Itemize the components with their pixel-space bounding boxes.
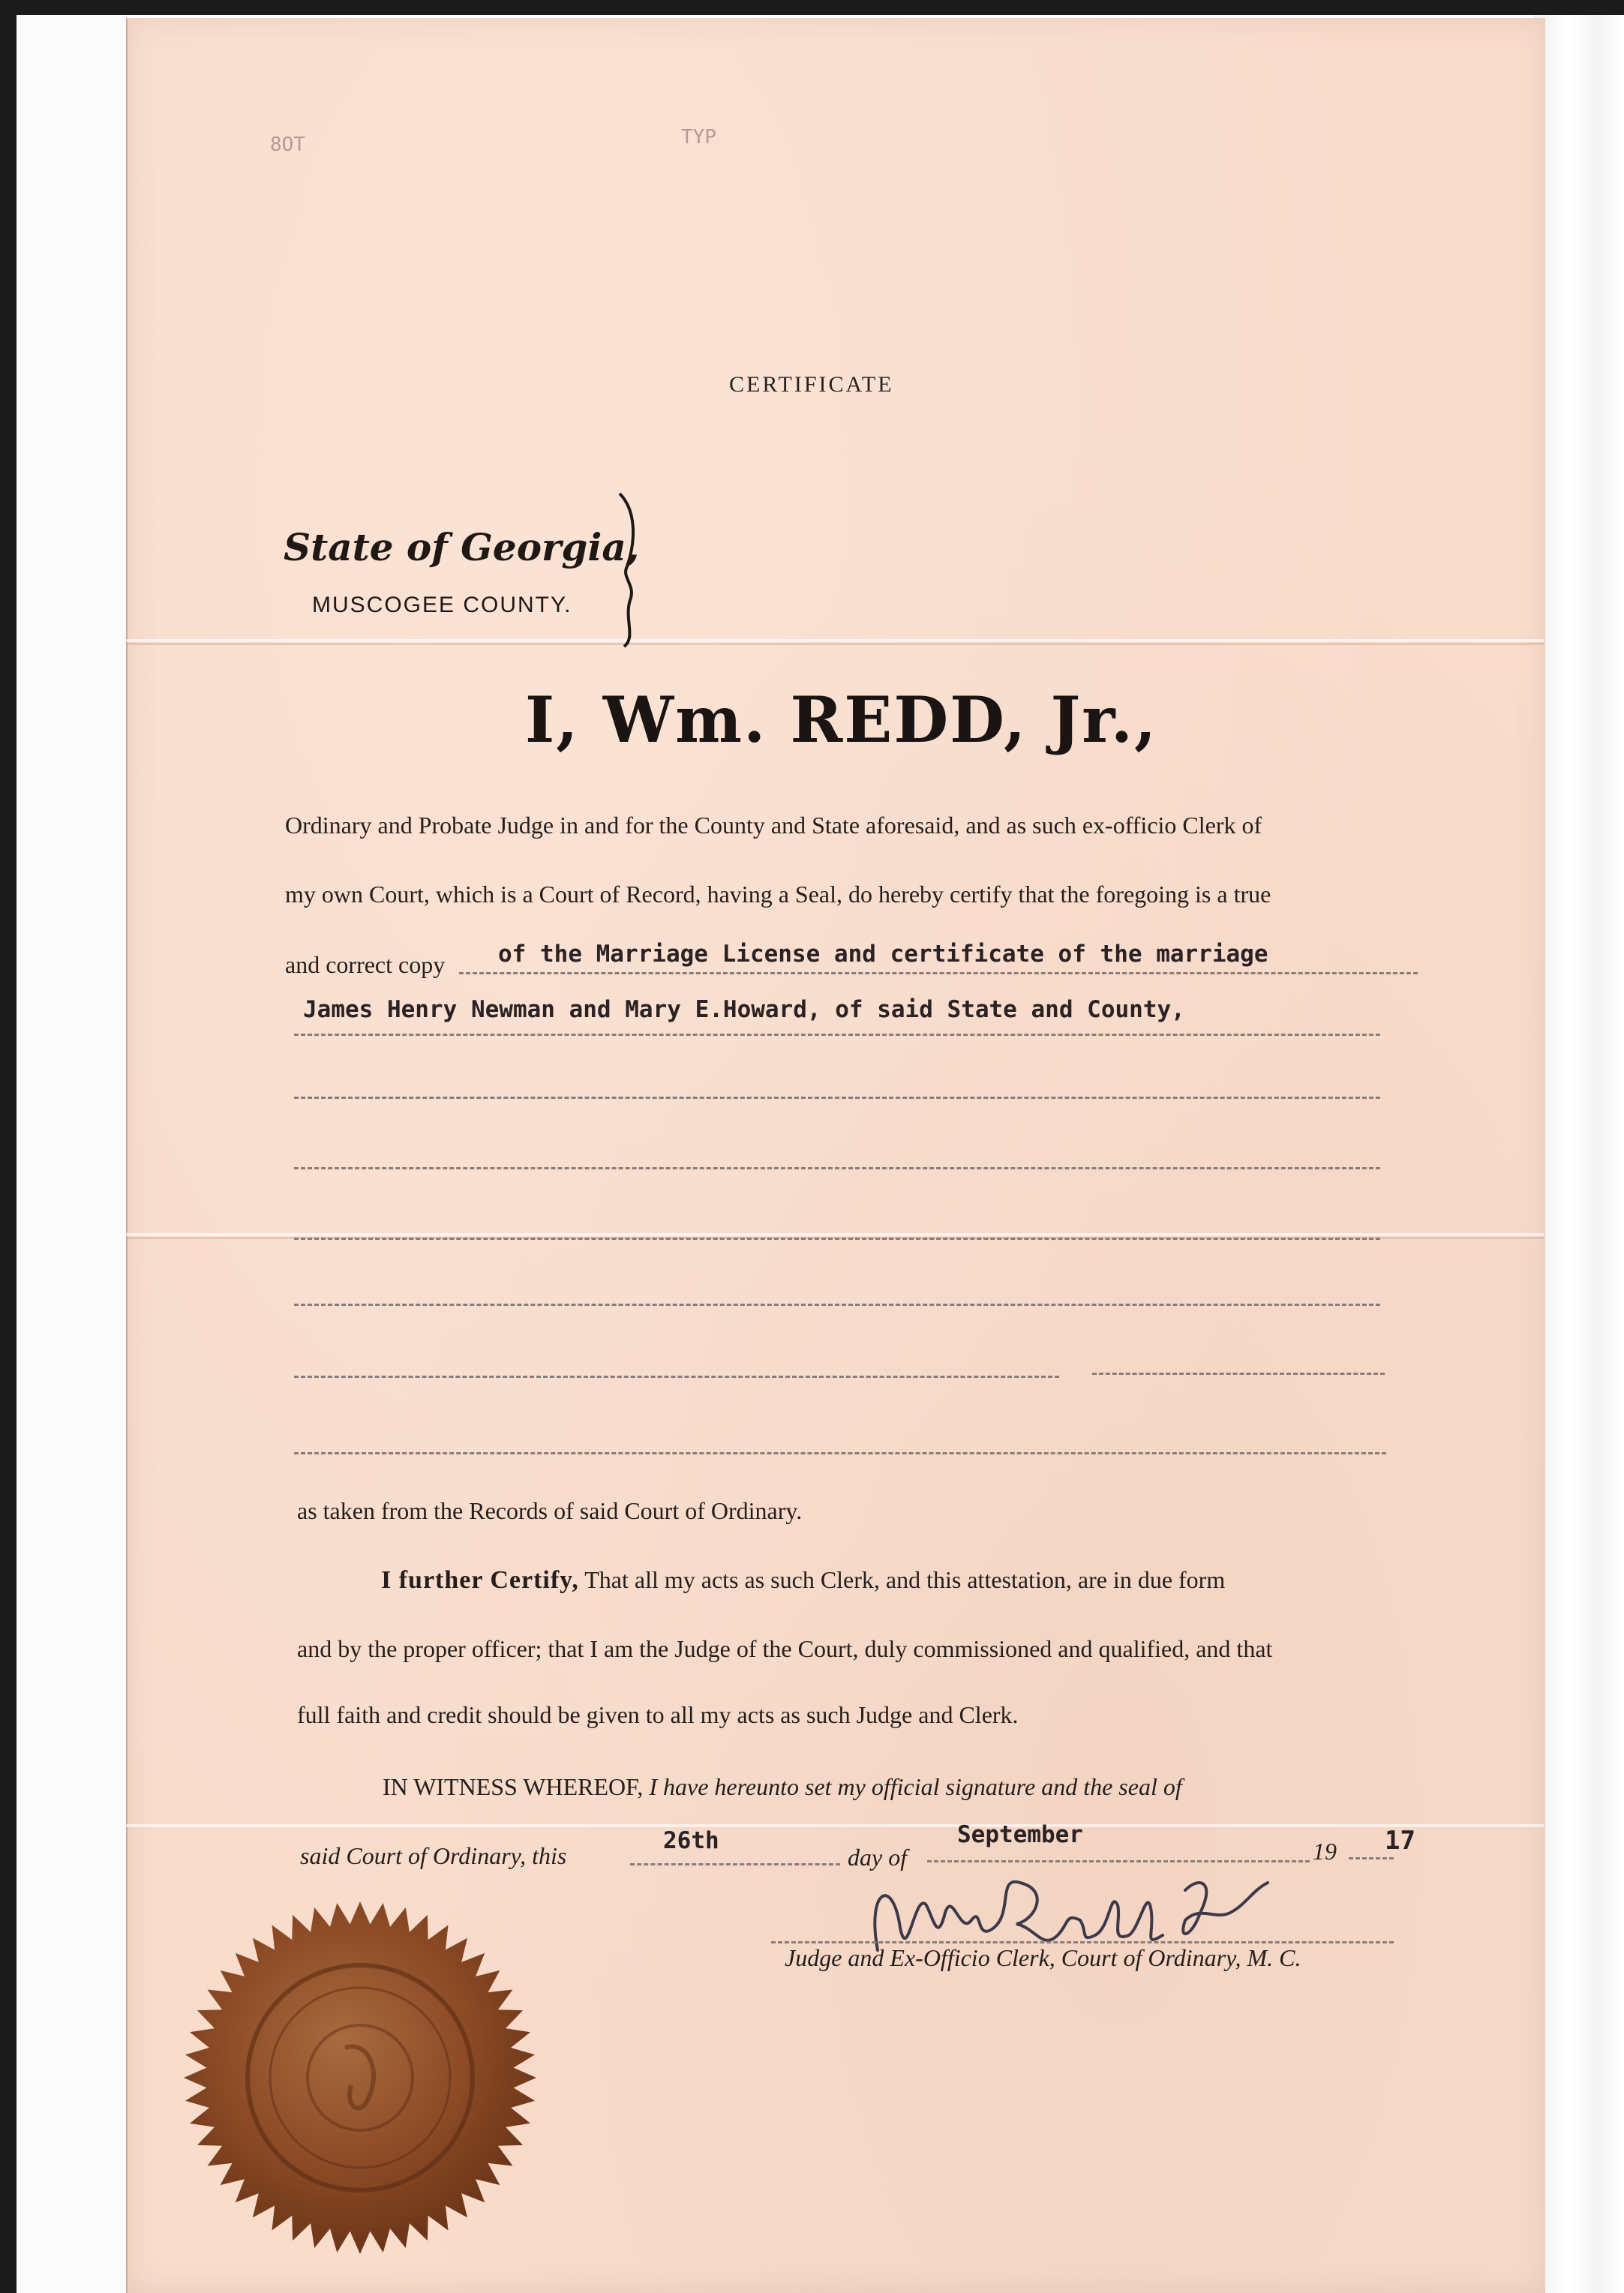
fill-line xyxy=(294,1304,1380,1306)
paper-fold xyxy=(126,1233,1544,1236)
date-month: September xyxy=(957,1821,1083,1848)
date-year: 17 xyxy=(1385,1826,1415,1856)
fill-line xyxy=(294,1452,1386,1454)
seal-starburst xyxy=(184,1901,536,2254)
further-certify-lead: I further Certify, xyxy=(381,1566,579,1594)
date-century: 19 xyxy=(1313,1838,1337,1865)
fill-line xyxy=(294,1034,1380,1036)
judge-name-heading: I, Wm. REDD, Jr., xyxy=(525,683,1158,757)
witness-line xyxy=(383,1773,1182,1801)
fill-line xyxy=(294,1376,1059,1378)
scan-frame-left xyxy=(0,0,17,2293)
paragraph-line: and by the proper officer; that I am the Judge of the Court, duly commissioned and qualified, and that xyxy=(297,1635,1273,1662)
fill-line xyxy=(294,1238,1380,1240)
signature-line xyxy=(771,1941,1394,1943)
records-line: as taken from the Records of said Court of Ordinary. xyxy=(297,1497,803,1524)
paragraph-line: and correct copy xyxy=(285,951,446,978)
paper-fold xyxy=(126,1824,1544,1827)
scan-mark: 8OT xyxy=(270,134,305,156)
signature-caption: Judge and Ex-Officio Clerk, Court of Ordinary, M. C. xyxy=(785,1944,1301,1971)
mount-right-plastic xyxy=(1534,15,1624,2293)
date-day-of: day of xyxy=(848,1844,908,1871)
paragraph-line: full faith and credit should be given to all my acts as such Judge and Clerk. xyxy=(297,1701,1019,1728)
state-line: State of Georgia, xyxy=(284,525,640,569)
fill-line xyxy=(459,972,1418,974)
fill-line xyxy=(630,1863,840,1865)
typed-entry: James Henry Newman and Mary E.Howard, of said State and County, xyxy=(303,996,1185,1023)
seal-star-polygon xyxy=(184,1901,536,2254)
paragraph-line: Ordinary and Probate Judge in and for the County and State aforesaid, and as such ex-officio Clerk of xyxy=(285,812,1262,839)
fill-line xyxy=(1092,1373,1385,1375)
gold-seal-icon xyxy=(173,1890,548,2265)
paper-fold-shadow xyxy=(126,643,1544,645)
further-text: That all my acts as such Clerk, and this attestation, are in due form xyxy=(584,1566,1226,1593)
paper-fold xyxy=(126,639,1544,642)
scan-mark: TYP xyxy=(681,126,716,149)
fill-line xyxy=(1349,1857,1394,1859)
date-prefix: said Court of Ordinary, this xyxy=(300,1842,567,1869)
typed-entry: of the Marriage License and certificate of the marriage xyxy=(498,941,1268,968)
fill-line xyxy=(294,1097,1380,1099)
fill-line xyxy=(294,1167,1380,1169)
certificate-heading: CERTIFICATE xyxy=(729,372,894,397)
witness-text: I have hereunto set my official signature and the seal of xyxy=(649,1773,1182,1800)
paragraph-line xyxy=(381,1566,1225,1595)
curly-brace-icon xyxy=(614,488,644,653)
scan-frame-top xyxy=(0,0,1624,15)
witness-lead: IN WITNESS WHEREOF, xyxy=(383,1773,644,1800)
date-day: 26th xyxy=(663,1827,719,1854)
mount-left xyxy=(17,15,129,2293)
county-line: MUSCOGEE COUNTY. xyxy=(312,593,572,617)
paragraph-line: my own Court, which is a Court of Record, having a Seal, do hereby certify that the foregoing is a true xyxy=(285,881,1271,908)
